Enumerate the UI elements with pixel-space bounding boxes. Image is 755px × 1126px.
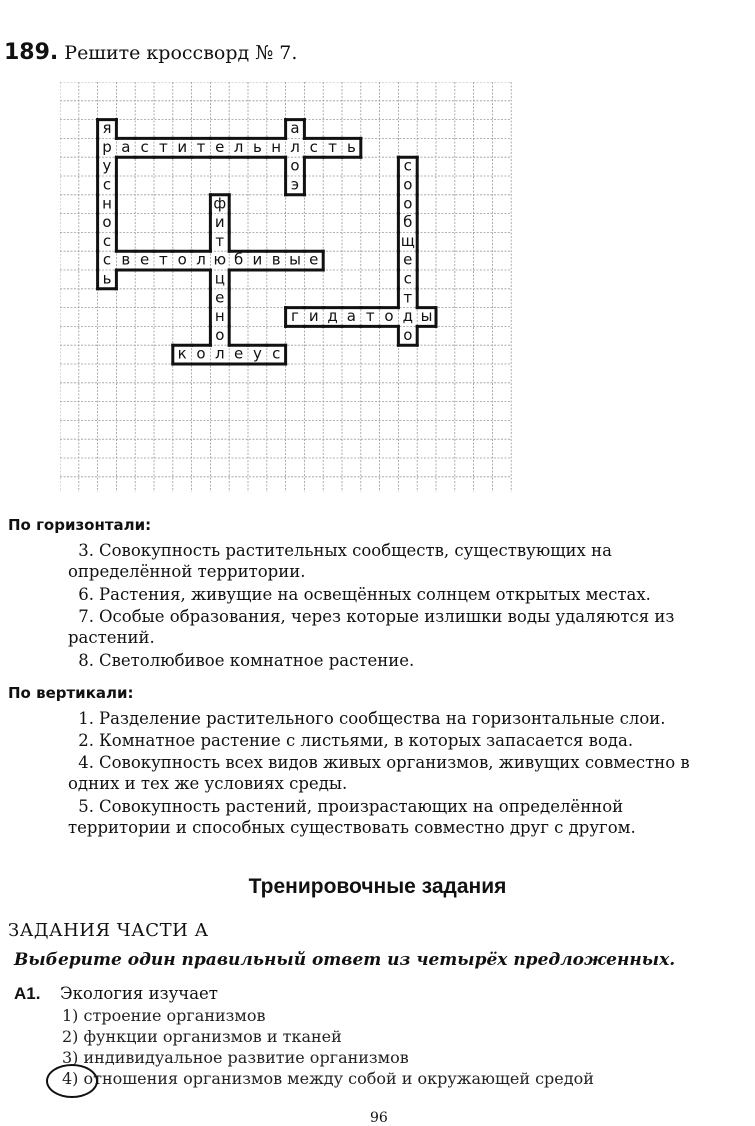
down-heading: По вертикали: [8,684,134,702]
crossword-letter: т [215,231,225,250]
crossword-letter: я [102,119,112,138]
crossword-letter: с [140,137,149,156]
crossword-letter: о [177,250,187,269]
clue-down-1: 1. Разделение растительного сообщества на горизонтальные слои. [78,709,666,728]
crossword-letter: у [252,344,262,363]
page-number: 96 [370,1110,388,1126]
crossword-letter: о [403,194,413,213]
crossword-letter: т [159,137,168,156]
crossword-letter: л [233,137,244,156]
crossword-letter: т [403,288,413,307]
crossword-letter: е [215,288,225,307]
crossword-letter: ь [102,269,112,288]
crossword-letter: о [102,213,112,232]
clue-across-8: 8. Светолюбивое комнатное растение. [78,651,415,670]
crossword-letter: с [272,344,281,363]
answer-option-4: 4) отношения организмов между собой и окружающей средой [62,1069,594,1088]
answer-option-3: 3) индивидуальное развитие организмов [62,1048,409,1067]
training-heading: Тренировочные задания [248,875,507,898]
crossword-letter: и [177,137,188,156]
crossword-letter: е [233,344,244,363]
crossword-letter: н [102,194,112,213]
crossword-letter: ц [214,269,225,288]
crossword-letter: л [196,250,206,269]
clue-down-5: 5. Совокупность растений, произрастающих на определённой территории и способных существовать совместно друг с другом. [68,797,636,837]
crossword-letter: т [159,250,168,269]
clue-across-6: 6. Растения, живущие на освещённых солнцем открытых местах. [78,585,651,604]
crossword-letter: к [177,344,187,363]
crossword-letter: и [252,250,263,269]
crossword-letter: э [290,175,300,194]
crossword-letter: р [102,137,112,156]
crossword-letter: о [403,325,413,344]
crossword-letter: о [215,325,225,344]
crossword-letter: с [102,250,112,269]
crossword-letter: ф [213,194,227,213]
crossword-letter: с [102,175,112,194]
crossword-letter: а [346,307,357,326]
crossword-letter: у [102,156,112,175]
task-header [4,40,297,65]
crossword-letter: с [102,231,112,250]
crossword-letter: а [121,137,131,156]
crossword-letter: щ [400,231,415,250]
answer-option-2: 2) функции организмов и тканей [62,1027,342,1046]
crossword-letter: л [290,137,300,156]
across-heading: По горизонтали: [8,516,152,534]
question-number: А1. [14,984,41,1003]
clue-down-2: 2. Комнатное растение с листьями, в которых запасается вода. [78,731,634,750]
crossword-letter: с [403,269,412,288]
crossword-letter: и [214,213,225,232]
clue-across-3: 3. Совокупность растительных сообществ, существующих на определённой территории. [68,541,612,581]
answer-option-1: 1) строение организмов [62,1006,266,1025]
crossword-letter: б [403,213,413,232]
clue-across-7: 7. Особые образования, через которые излишки воды удаляются из растений. [68,607,675,647]
task-number: 189. [4,40,59,65]
crossword-letter: в [271,250,281,269]
crossword-letter: л [215,344,225,363]
crossword-letter: ы [420,307,433,326]
clue-down-4: 4. Совокупность всех видов живых организмов, живущих совместно в одних и тех же условиях среды. [68,753,690,793]
crossword-letter: е [403,250,413,269]
crossword-letter: с [403,156,412,175]
answer-circle-mark [46,1064,98,1098]
crossword-letter: е [215,137,225,156]
crossword-letter: ю [213,250,227,269]
crossword-letter: ы [289,250,301,269]
crossword-letter: и [308,307,319,326]
crossword-letter: е [139,250,150,269]
crossword-letter: н [214,307,225,326]
crossword-letter: ь [252,137,262,156]
question-text: Экология изучает [60,984,218,1003]
crossword-letter: а [290,119,300,138]
crossword-letter: ь [346,137,356,156]
crossword-letter: н [271,137,282,156]
instruction: Выберите один правильный ответ из четырёх предложенных. [14,950,676,970]
part-a-heading: ЗАДАНИЯ ЧАСТИ А [8,920,209,941]
crossword-letter: о [384,307,394,326]
crossword-grid [60,82,512,492]
crossword-letter: т [365,307,375,326]
crossword-letter: с [309,137,318,156]
crossword-letter: в [121,250,131,269]
crossword-letter: б [233,250,244,269]
crossword-letter: е [309,250,319,269]
crossword-letter: о [290,156,300,175]
crossword-letter: о [196,344,206,363]
crossword-letter: д [402,307,413,326]
crossword-letter: г [291,307,299,326]
crossword-letter: д [327,307,338,326]
task-title: Решите кроссворд № 7. [64,42,298,64]
crossword-letter: о [403,175,413,194]
crossword-letter: т [196,137,206,156]
crossword-letter: т [328,137,337,156]
